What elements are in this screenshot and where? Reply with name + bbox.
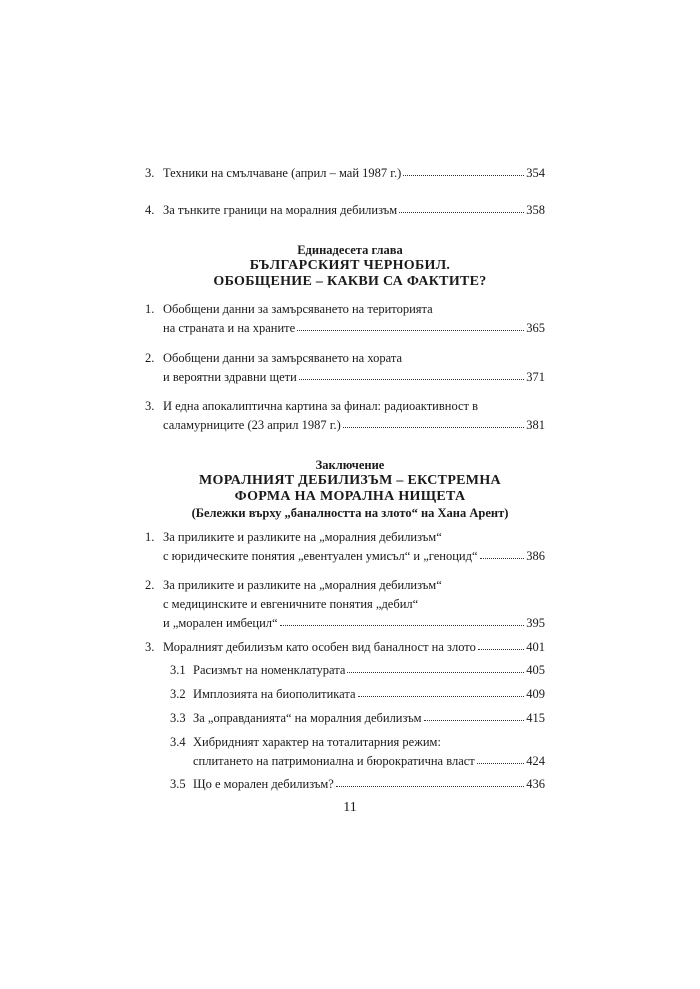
entry-title: За приликите и разликите на „моралния дебилизъм“ xyxy=(163,578,442,592)
entry-number: 3.1 xyxy=(170,663,186,677)
entry-page: 405 xyxy=(526,663,545,677)
toc-entry xyxy=(145,576,545,633)
entry-page: 409 xyxy=(526,687,545,701)
entry-title: За „оправданията“ на моралния дебилизъм xyxy=(193,711,422,725)
entry-page: 395 xyxy=(526,616,545,630)
conclusion-subtitle: (Бележки върху „баналността на злото“ на Хана Арент) xyxy=(191,506,509,520)
dot-leader xyxy=(336,774,524,787)
entry-number: 2. xyxy=(145,351,155,365)
page-number: 11 xyxy=(343,800,357,815)
entry-page: 415 xyxy=(526,711,545,725)
entry-title: И една апокалиптична картина за финал: радиоактивност в xyxy=(163,399,479,413)
dot-leader xyxy=(297,318,524,331)
entry-title: сплитането на патримониална и бюрократична власт xyxy=(193,754,475,768)
toc-entry xyxy=(145,164,545,183)
entry-title: Хибридният характер на тоталитарния режим: xyxy=(193,735,441,749)
entry-title: и вероятни здравни щети xyxy=(163,370,297,384)
entry-page: 381 xyxy=(526,418,545,432)
conclusion-title-line: ФОРМА НА МОРАЛНА НИЩЕТА xyxy=(234,489,466,504)
entry-page: 401 xyxy=(526,640,545,654)
entry-number: 4. xyxy=(145,203,155,217)
dot-leader xyxy=(478,637,524,650)
entry-title: Що е морален дебилизъм? xyxy=(193,777,334,791)
toc-entry xyxy=(145,638,545,657)
entry-page: 354 xyxy=(526,166,545,180)
toc-subentry xyxy=(170,661,545,680)
conclusion-label: Заключение xyxy=(315,458,385,472)
dot-leader xyxy=(477,751,524,764)
dot-leader xyxy=(358,684,525,697)
entry-page: 358 xyxy=(526,203,545,217)
entry-title: Имплозията на биополитиката xyxy=(193,687,356,701)
entry-title: За тънките граници на моралния дебилизъм xyxy=(163,203,398,217)
entry-number: 1. xyxy=(145,302,155,316)
toc-subentry xyxy=(170,685,545,704)
dot-leader xyxy=(399,200,524,213)
entry-page: 371 xyxy=(526,370,545,384)
entry-number: 3. xyxy=(145,640,155,654)
entry-number: 3. xyxy=(145,399,155,413)
entry-title: саламурниците (23 април 1987 г.) xyxy=(163,418,341,432)
chapter-heading xyxy=(0,242,700,290)
entry-title: Техники на смълчаване (април – май 1987 г.) xyxy=(163,166,402,180)
entry-number: 3.3 xyxy=(170,711,186,725)
entry-title: с медицинските и евгеничните понятия „дебил“ xyxy=(163,597,419,611)
entry-title: Обобщени данни за замърсяването на хората xyxy=(163,351,403,365)
dot-leader xyxy=(343,415,525,428)
dot-leader xyxy=(403,163,524,176)
toc-entry xyxy=(145,201,545,220)
chapter-label: Единадесета глава xyxy=(297,243,403,257)
entry-title: Обобщени данни за замърсяването на територията xyxy=(163,302,433,316)
entry-number: 1. xyxy=(145,530,155,544)
entry-number: 3.5 xyxy=(170,777,186,791)
dot-leader xyxy=(480,546,525,559)
chapter-title-line: БЪЛГАРСКИЯТ ЧЕРНОБИЛ. xyxy=(249,258,451,273)
entry-number: 3. xyxy=(145,166,155,180)
dot-leader xyxy=(347,660,524,673)
entry-title: с юридическите понятия „евентуален умисъл“ и „геноцид“ xyxy=(163,549,478,563)
toc-subentry xyxy=(170,775,545,794)
entry-page: 365 xyxy=(526,321,545,335)
conclusion-title-line: МОРАЛНИЯТ ДЕБИЛИЗЪМ – ЕКСТРЕМНА xyxy=(199,473,501,488)
entry-page: 386 xyxy=(526,549,545,563)
entry-page: 436 xyxy=(526,777,545,791)
entry-number: 3.2 xyxy=(170,687,186,701)
entry-title: Расизмът на номенклатурата xyxy=(193,663,346,677)
entry-title: За приликите и разликите на „моралния дебилизъм“ xyxy=(163,530,442,544)
conclusion-heading xyxy=(0,457,700,521)
entry-title: и „морален имбецил“ xyxy=(163,616,278,630)
entry-number: 3.4 xyxy=(170,735,186,749)
entry-number: 2. xyxy=(145,578,155,592)
toc-entry xyxy=(145,397,545,435)
toc-subentry xyxy=(170,733,545,771)
dot-leader xyxy=(424,708,525,721)
toc-entry xyxy=(145,349,545,387)
toc-entry xyxy=(145,300,545,338)
entry-title: на страната и на храните xyxy=(163,321,296,335)
chapter-title-line: ОБОБЩЕНИЕ – КАКВИ СА ФАКТИТЕ? xyxy=(213,274,487,289)
toc-subentry xyxy=(170,709,545,728)
dot-leader xyxy=(299,367,524,380)
entry-title: Моралният дебилизъм като особен вид баналност на злото xyxy=(163,640,476,654)
toc-entry xyxy=(145,528,545,566)
entry-page: 424 xyxy=(526,754,545,768)
dot-leader xyxy=(280,613,525,626)
